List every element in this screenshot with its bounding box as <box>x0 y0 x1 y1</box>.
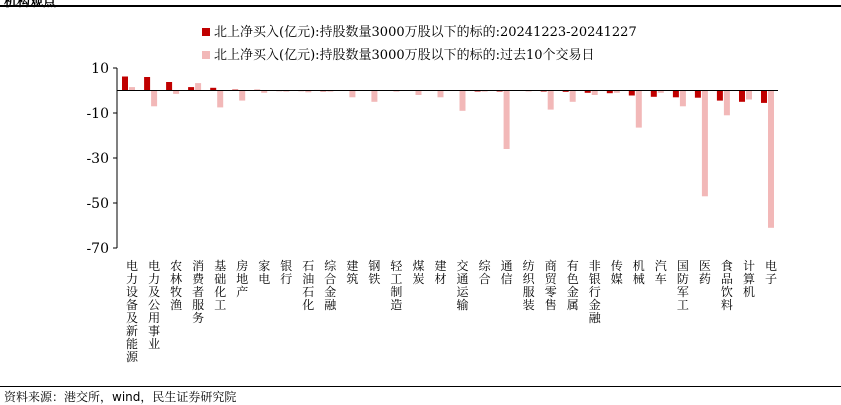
x-tick-label: 机械 <box>632 259 645 286</box>
x-tick-label: 轻工制造 <box>390 259 403 312</box>
footer-divider <box>0 386 841 387</box>
x-tick-label: 传媒 <box>610 259 623 286</box>
x-tick-label: 农林牧渔 <box>170 259 183 312</box>
bar-past-10d <box>371 91 377 102</box>
y-tick-label: -70 <box>86 241 109 257</box>
bar-current <box>144 77 150 91</box>
chart-legend <box>202 24 637 63</box>
x-tick-label: 国防军工 <box>676 259 689 312</box>
source-note: 资料来源：港交所，wind，民生证券研究院 <box>4 390 237 404</box>
bar-past-10d <box>349 91 355 98</box>
y-tick-label: -30 <box>86 151 109 167</box>
bar-past-10d <box>768 91 774 228</box>
bar-past-10d <box>239 91 245 101</box>
bar-current <box>651 91 657 97</box>
y-tick-label: -50 <box>86 196 109 212</box>
bar-current <box>122 77 128 91</box>
x-tick-label: 通信 <box>500 259 513 286</box>
x-tick-label: 钢铁 <box>368 259 381 286</box>
bar-past-10d <box>702 91 708 197</box>
x-tick-label: 综合 <box>478 259 491 286</box>
plot-area <box>86 61 778 364</box>
x-tick-label: 建材 <box>434 259 447 286</box>
bar-current <box>739 91 745 102</box>
x-tick-label: 纺织服装 <box>522 259 535 312</box>
bar-past-10d <box>416 91 422 96</box>
x-tick-label: 电力设备及新能源 <box>125 259 139 364</box>
x-tick-label: 电力及公用事业 <box>148 259 161 351</box>
y-tick-label: -10 <box>86 106 109 122</box>
bar-past-10d <box>724 91 730 116</box>
x-tick-label: 家电 <box>258 259 271 286</box>
x-tick-label: 电子 <box>764 259 778 286</box>
legend-label-current: 北上净买入(亿元):持股数量3000万股以下的标的:20241223-20241227 <box>214 25 637 40</box>
x-tick-label: 房地产 <box>236 259 249 299</box>
bar-current <box>166 82 172 91</box>
bar-past-10d <box>151 91 157 107</box>
bar-past-10d <box>129 87 135 90</box>
legend-label-past: 北上净买入(亿元):持股数量3000万股以下的标的:过去10个交易日 <box>214 48 595 63</box>
x-tick-label: 基础化工 <box>214 259 227 312</box>
bar-current <box>629 91 635 96</box>
x-tick-label: 银行 <box>280 259 293 286</box>
bar-current <box>188 87 194 90</box>
x-tick-label: 有色金属 <box>566 259 579 312</box>
x-tick-label: 汽车 <box>654 259 667 286</box>
bar-past-10d <box>680 91 686 107</box>
bar-past-10d <box>438 91 444 98</box>
x-tick-label: 商贸零售 <box>544 259 557 312</box>
legend-swatch-past <box>202 51 210 59</box>
bar-past-10d <box>570 91 576 102</box>
x-tick-label: 医药 <box>698 259 711 286</box>
bar-past-10d <box>460 91 466 111</box>
x-tick-label: 综合金融 <box>324 259 337 312</box>
x-tick-label: 非银行金融 <box>588 259 601 325</box>
bar-current <box>761 91 767 103</box>
x-tick-label: 食品饮料 <box>720 259 733 312</box>
bar-past-10d <box>504 91 510 150</box>
x-tick-label: 煤炭 <box>412 259 425 286</box>
bar-past-10d <box>195 83 201 90</box>
legend-swatch-current <box>202 28 210 36</box>
x-tick-label: 消费者服务 <box>192 259 205 325</box>
x-tick-label: 建筑 <box>346 259 359 286</box>
bar-current <box>695 91 701 98</box>
x-tick-label: 计算机 <box>742 259 756 299</box>
bar-current <box>717 91 723 101</box>
bar-past-10d <box>746 91 752 100</box>
bar-current <box>673 91 679 98</box>
bar-past-10d <box>548 91 554 110</box>
x-tick-label: 交通运输 <box>456 259 469 312</box>
bar-past-10d <box>173 91 179 94</box>
bar-past-10d <box>592 91 598 96</box>
y-tick-label: 10 <box>91 61 109 77</box>
bar-past-10d <box>217 91 223 108</box>
bar-past-10d <box>636 91 642 128</box>
x-tick-label: 石油石化 <box>302 259 315 312</box>
